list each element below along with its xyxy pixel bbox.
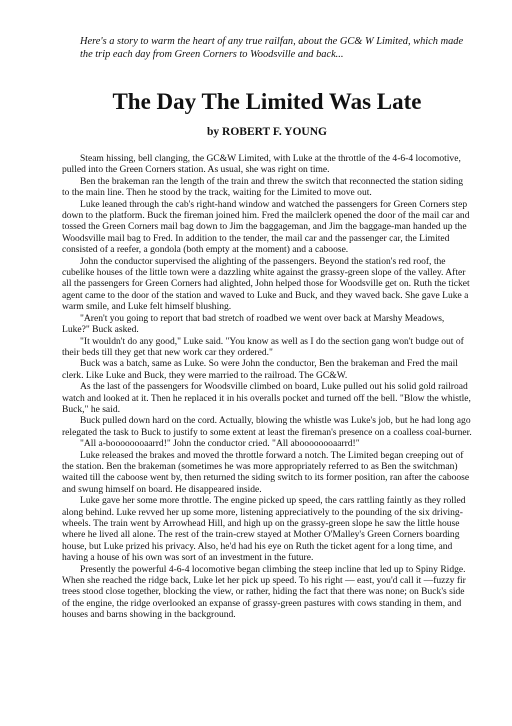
paragraph: Steam hissing, bell clanging, the GC&W Limited, with Luke at the throttle of the 4-6-4 locomotive, pulled into the Green Corners station. As usual, she was right on time. [62, 153, 461, 176]
paragraph: As the last of the passengers for Woodsville climbed on board, Luke pulled out his solid gold railroad watch and looked at it. Then he replaced it in his overalls pocket and turned off the bell. "Blow the whistle, Buck," he said. [62, 381, 471, 415]
paragraph: "It wouldn't do any good," Luke said. "You know as well as I do the section gang won't budge out of their beds till they get that new work car they ordered." [62, 335, 464, 358]
story-byline: by ROBERT F. YOUNG [207, 126, 327, 138]
story-body [62, 153, 472, 621]
paragraph: Ben the brakeman ran the length of the train and threw the switch that reconnected the station siding to the main line. Then he stood by the track, waiting for the Limited to move out. [62, 175, 464, 199]
paragraph: Luke gave her some more throttle. The engine picked up speed, the cars rattling faintly as they rolled along behind. Luke revved her up some more, listening appreciatively to the pounding of the six driving-wheels. The train went by Arrowhead Hill, and high up on the grassy-green slope he saw the little house where he lived all alone. The rest of the train-crew stayed at Mother O'Malley's Green Corners boarding house, but Luke prized his privacy. Also, he'd had his eye on Ruth the ticket agent for a long time, and having a house of his own was sort of an investment in the future. [62, 495, 466, 564]
story-intro: Here's a story to warm the heart of any true railfan, about the GC& W Limited, which made the trip each day from Green Corners to Woodsville and back... [80, 36, 464, 60]
paragraph: John the conductor supervised the alighting of the passengers. Beyond the station's red roof, the cubelike houses of the little town were a dazzling white against the grassy-green slope of the valley. After all the passengers for Green Corners had alighted, John helped those for Woodsville get on. Ruth the ticket agent came to the door of the station and waved to Luke and Buck, and they waved back. She gave Luke a warm smile, and Luke felt himself blushing. [62, 255, 470, 313]
paragraph: Presently the powerful 4-6-4 locomotive began climbing the steep incline that led up to Spiny Ridge. When she reached the ridge back, Luke let her pick up speed. To his right — east, you'd call it —fuzzy fir trees stood close together, blocking the view, or rather, hiding the fact that there was none; on Buck's side of the engine, the ridge overlooked an expanse of grassy-green pastures with cows standing in them, and houses and barns showing in the background. [62, 563, 466, 621]
paragraph: Buck was a batch, same as Luke. So were John the conductor, Ben the brakeman and Fred the mail clerk. Like Luke and Buck, they were married to the railroad. The GC&W. [62, 358, 458, 381]
paragraph: Buck pulled down hard on the cord. Actually, blowing the whistle was Luke's job, but he had long ago relegated the task to Buck to justify to some extent at least the fireman's presence on a coalless coal-burner. [62, 415, 472, 438]
paragraph: "All a-boooooooaarrd!" John the conductor cried. "All aboooooooaarrd!" [80, 438, 360, 450]
story-title: The Day The Limited Was Late [112, 89, 422, 114]
paragraph: Luke leaned through the cab's right-hand window and watched the passengers for Green Corners step down to the platform. Buck the fireman joined him. Fred the mailclerk opened the door of the mail car and tossed the Green Corners mail bag down to Jim the baggageman, and Jim the baggage-man handed up the Woodsville mail bag to Fred. In addition to the tender, the mail car and the passenger car, the Limited consisted of a reefer, a gondola (both empty at the moment) and a caboose. [62, 198, 470, 256]
paragraph: Luke released the brakes and moved the throttle forward a notch. The Limited began creeping out of the station. Ben the brakeman (sometimes he was more appropriately referred to as Ben the switchman) waited till the caboose went by, then returned the siding switch to its former position, ran after the caboose and swung himself on board. He disappeared inside. [62, 449, 470, 495]
paragraph: "Aren't you going to report that bad stretch of roadbed we went over back at Marshy Meadows, Luke?" Buck asked. [62, 312, 445, 336]
